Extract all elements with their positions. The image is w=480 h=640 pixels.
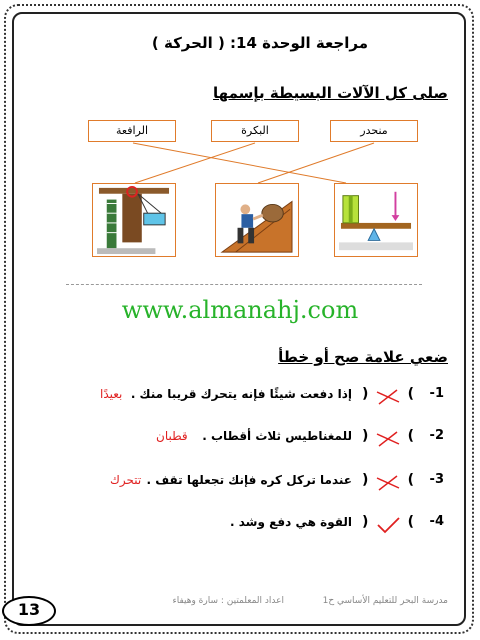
question-number: 3- [429, 472, 444, 487]
question-text: عندما تركل كره فإنك تجعلها تقف . [146, 473, 352, 487]
question-text: القوة هي دفع وشد . [230, 515, 352, 529]
separator [66, 284, 422, 285]
section2-heading: ضعي علامة صح أو خطأ [278, 348, 448, 366]
word-box-pulley: البكرة [211, 120, 299, 142]
question-4 [44, 514, 444, 540]
page-number: 13 [2, 596, 56, 626]
pulley-image [92, 183, 176, 257]
question-1 [44, 386, 444, 412]
correction-text: تتحرك [110, 473, 142, 487]
answer-slot: ( ) [362, 428, 414, 450]
watermark: www.almanahj.com [121, 296, 359, 324]
question-number: 1- [429, 386, 444, 401]
correction-text: بعيدًا [100, 387, 123, 401]
question-2 [44, 428, 444, 454]
question-number: 2- [429, 428, 444, 443]
answer-slot: ( ) [362, 514, 414, 536]
cross-mark-icon [375, 430, 401, 448]
word-box-lever: الرافعة [88, 120, 176, 142]
lever-image [334, 183, 418, 257]
footer-authors: اعداد المعلمتين : سارة وهيفاء [172, 596, 284, 606]
cross-mark-icon [375, 474, 401, 492]
question-text: إذا دفعت شيئًا فإنه يتحرك قريبا منك . [130, 387, 352, 401]
ramp-image [215, 183, 299, 257]
question-number: 4- [429, 514, 444, 529]
question-3 [44, 472, 444, 498]
question-text: للمغناطيس ثلاث أقطاب . [202, 429, 352, 443]
answer-slot: ( ) [362, 472, 414, 494]
section1-heading: صلى كل الآلات البسيطة بإسمها [213, 84, 448, 102]
cross-mark-icon [375, 388, 401, 406]
answer-slot: ( ) [362, 386, 414, 408]
word-box-ramp: منحدر [330, 120, 418, 142]
footer-school: مدرسة البحر للتعليم الأساسي ح1 [322, 596, 448, 606]
page-title: مراجعة الوحدة 14: ( الحركة ) [151, 34, 368, 52]
check-mark-icon [375, 516, 401, 534]
correction-text: قطبان [156, 429, 188, 443]
